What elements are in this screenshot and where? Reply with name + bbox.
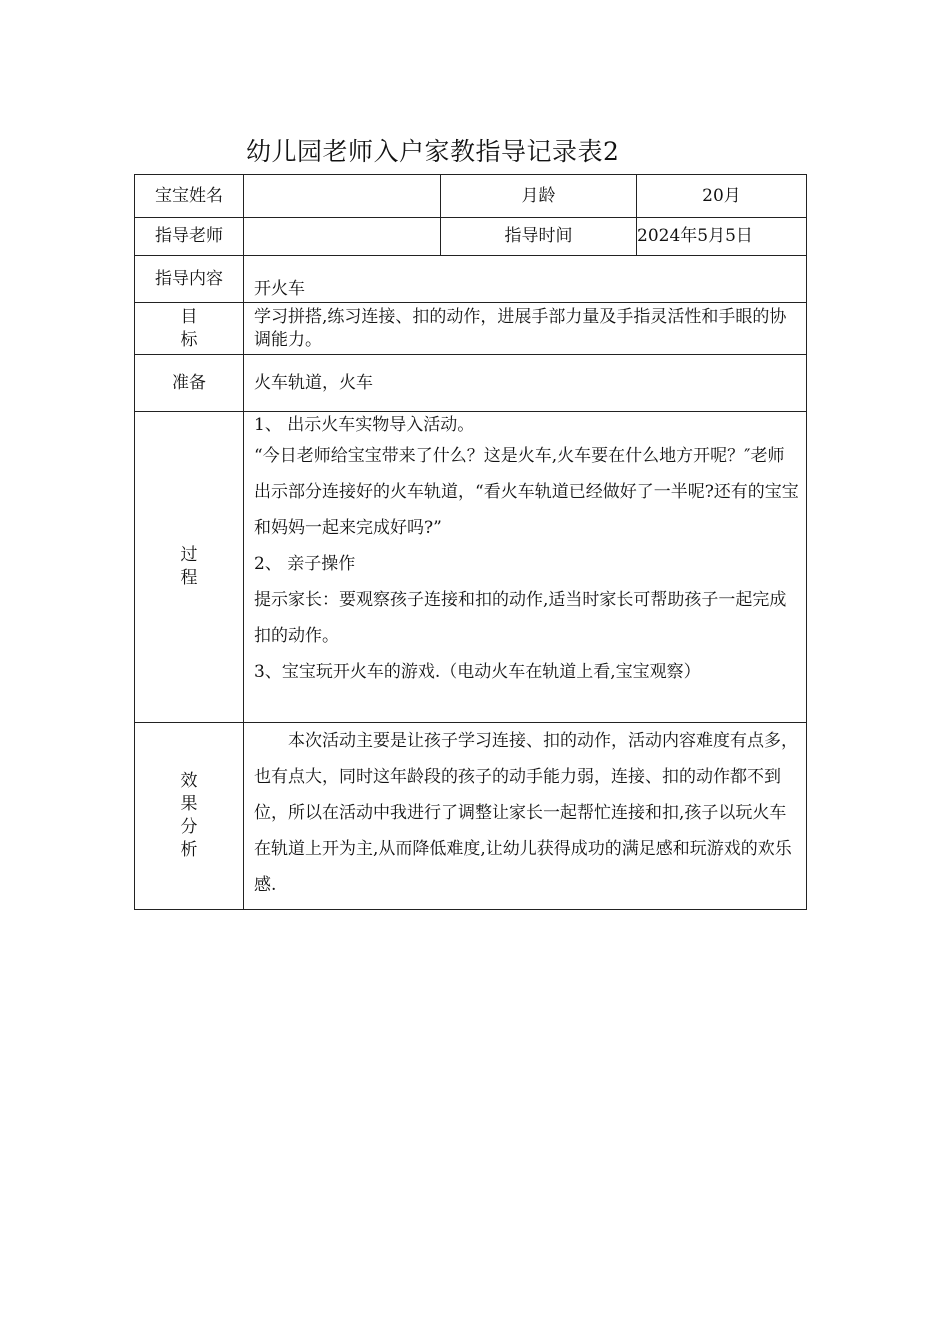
process-line-5: 3、宝宝玩开火车的游戏.（电动火车在轨道上看,宝宝观察） [254, 662, 701, 682]
content-label: 指导内容 [135, 256, 244, 303]
prep-label: 准备 [135, 355, 244, 412]
time-value: 2024年5月5日 [637, 218, 807, 256]
process-line-1: 1、 出示火车实物导入活动。 [254, 415, 475, 435]
table-row-teacher [135, 218, 807, 256]
process-line-4: 提示家长：要观察孩子连接和扣的动作,适当时家长可帮助孩子一起完成扣的动作。 [254, 590, 787, 646]
age-label: 月龄 [441, 175, 637, 218]
process-line-3: 2、 亲子操作 [254, 554, 356, 574]
table-row-baby [135, 175, 807, 218]
process-label-cell [135, 412, 244, 723]
table-row-process [135, 412, 807, 723]
baby-name-label: 宝宝姓名 [135, 175, 244, 218]
age-value: 20月 [637, 175, 807, 218]
teacher-label: 指导老师 [135, 218, 244, 256]
analysis-text: 本次活动主要是让孩子学习连接、扣的动作，活动内容难度有点多，也有点大，同时这年龄段的孩子的动手能力弱，连接、扣的动作都不到位，所以在活动中我进行了调整让家长一起帮忙连接和扣,孩子以玩火车在轨道上开为主,从而降低难度,让幼儿获得成功的满足感和玩游戏的欢乐感. [254, 731, 798, 895]
process-label: 过程 [180, 545, 198, 588]
table-row-content [135, 256, 807, 303]
teacher-value [244, 218, 441, 256]
page-title: 幼儿园老师入户家教指导记录表2 [246, 137, 620, 166]
time-label: 指导时间 [441, 218, 637, 256]
content-value: 开火车 [244, 256, 807, 303]
goal-value: 学习拼搭,练习连接、扣的动作，进展手部力量及手指灵活性和手眼的协调能力。 [244, 303, 807, 355]
table-row-goal [135, 303, 807, 355]
guidance-record-table [134, 174, 807, 910]
analysis-label-cell [135, 723, 244, 910]
goal-label-cell [135, 303, 244, 355]
baby-name-value [244, 175, 441, 218]
prep-value: 火车轨道，火车 [244, 355, 807, 412]
analysis-label: 效果分析 [180, 771, 198, 860]
table-row-analysis [135, 723, 807, 910]
goal-label: 目标 [180, 306, 198, 350]
process-line-2: “今日老师给宝宝带来了什么？这是火车,火车要在什么地方开呢？″老师出示部分连接好的火车轨道，“看火车轨道已经做好了一半呢?还有的宝宝和妈妈一起来完成好吗?” [254, 446, 799, 538]
process-content [244, 412, 807, 723]
table-row-prep [135, 355, 807, 412]
analysis-content [244, 723, 807, 910]
